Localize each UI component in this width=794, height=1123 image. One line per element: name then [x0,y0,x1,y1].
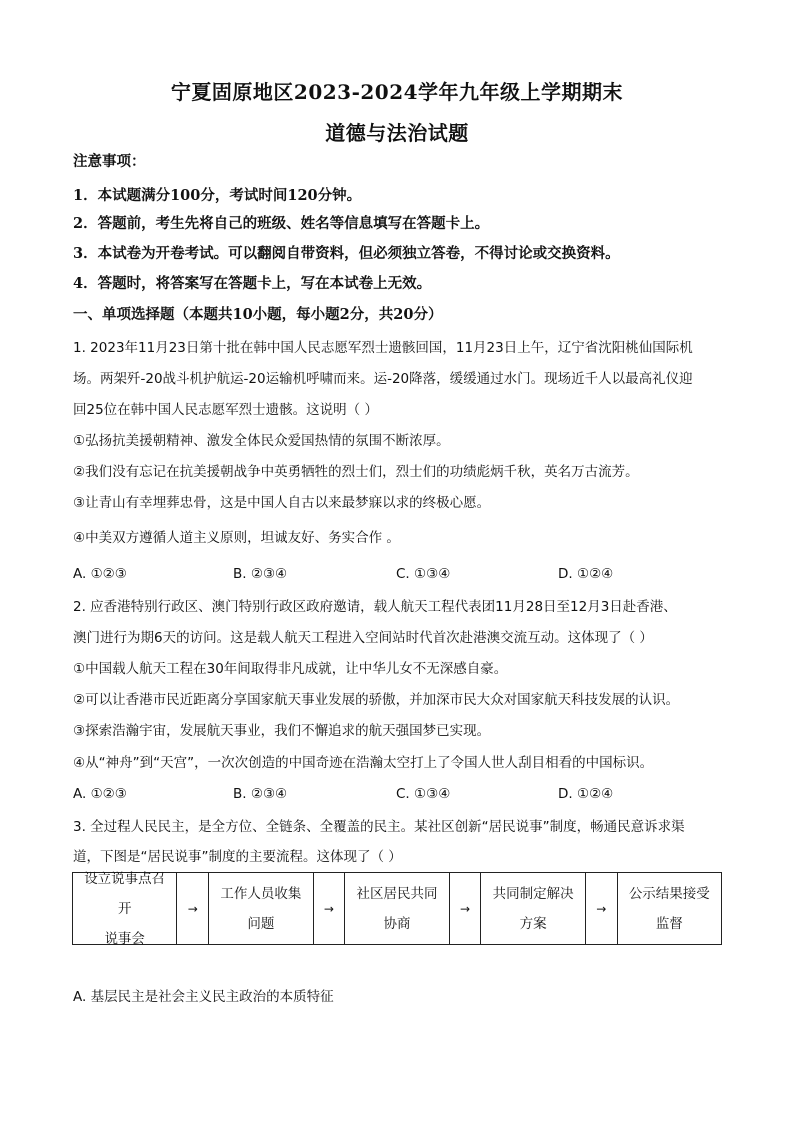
option-c[interactable]: C. ①③④ [396,566,451,582]
arrow-right-icon: → [585,873,618,944]
question-1-statement: ②我们没有忘记在抗美援朝战争中英勇牺牲的烈士们，烈士们的功绩彪炳千秋，英名万古流芳。 [73,464,639,480]
question-1-statement: ③让青山有幸埋葬忠骨，这是中国人自古以来最梦寐以求的终极心愿。 [73,495,491,511]
notes-heading: 注意事项： [73,153,146,170]
flow-step: 公示结果接受 监督 [628,885,710,932]
arrow-right-icon: → [176,873,209,944]
question-1-stem: 回25位在韩中国人民志愿军烈士遗骸。这说明（ ） [73,402,378,418]
question-2-statement: ①中国载人航天工程在30年间取得非凡成就，让中华儿女不无深感自豪。 [73,661,508,677]
question-2-statement: ②可以让香港市民近距离分享国家航天事业发展的骄傲，并加深市民大众对国家航天科技发展的认识。 [73,692,680,708]
note-item: 3．本试卷为开卷考试。可以翻阅自带资料，但必须独立答卷，不得讨论或交换资料。 [73,245,620,262]
question-1-statement: ①弘扬抗美援朝精神、激发全体民众爱国热情的氛围不断浓厚。 [73,433,450,449]
option-c[interactable]: C. ①③④ [396,786,451,802]
question-2-stem: 2. 应香港特别行政区、澳门特别行政区政府邀请，载人航天工程代表团11月28日至12月3日赴香港、 [73,599,677,615]
exam-subtitle: 道德与法治试题 [325,121,469,145]
note-item: 4．答题时，将答案写在答题卡上，写在本试卷上无效。 [73,275,432,292]
question-1-options [73,566,733,586]
option-a[interactable]: A. ①②③ [73,566,127,582]
question-3-option-a[interactable]: A. 基层民主是社会主义民主政治的本质特征 [73,989,334,1005]
exam-title: 宁夏固原地区2023-2024学年九年级上学期期末 [170,80,624,104]
option-b[interactable]: B. ②③④ [233,786,288,802]
section-heading: 一、单项选择题（本题共10小题，每小题2分，共20分） [73,306,443,323]
question-1-stem: 场。两架歼-20战斗机护航运-20运输机呼啸而来。运-20降落，缓缓通过水门。现场近千人以最高礼仪迎 [73,371,693,387]
process-flow-table [72,872,722,945]
flow-step: 工作人员收集 问题 [220,885,302,932]
question-2-statement: ④从“神舟”到“天宫”，一次次创造的中国奇迹在浩瀚太空打上了令国人世人刮目相看的中国标识。 [73,755,654,771]
arrow-right-icon: → [313,873,346,944]
option-b[interactable]: B. ②③④ [233,566,288,582]
question-2-options [73,786,733,806]
question-3-stem: 道，下图是“居民说事”制度的主要流程。这体现了（ ） [73,849,402,865]
note-item: 1．本试题满分100分，考试时间120分钟。 [73,187,362,204]
note-item: 2．答题前，考生先将自己的班级、姓名等信息填写在答题卡上。 [73,215,490,232]
question-2-stem: 澳门进行为期6天的访问。这是载人航天工程进入空间站时代首次赴港澳交流互动。这体现了（ ） [73,630,653,646]
question-1-statement: ④中美双方遵循人道主义原则，坦诚友好、务实合作 。 [73,530,400,546]
arrow-right-icon: → [449,873,482,944]
option-d[interactable]: D. ①②④ [558,566,614,582]
question-3-stem: 3. 全过程人民民主，是全方位、全链条、全覆盖的民主。某社区创新“居民说事”制度，畅通民意诉求渠 [73,819,685,835]
option-a[interactable]: A. ①②③ [73,786,127,802]
option-d[interactable]: D. ①②④ [558,786,614,802]
question-2-statement: ③探索浩瀚宇宙，发展航天事业，我们不懈追求的航天强国梦已实现。 [73,723,491,739]
flow-step: 设立说事点召开 说事会 [84,870,166,947]
question-1-stem: 1. 2023年11月23日第十批在韩中国人民志愿军烈士遗骸回国，11月23日上午，辽宁省沈阳桃仙国际机 [73,340,693,356]
flow-step: 共同制定解决 方案 [492,885,574,932]
flow-step: 社区居民共同 协商 [356,885,438,932]
